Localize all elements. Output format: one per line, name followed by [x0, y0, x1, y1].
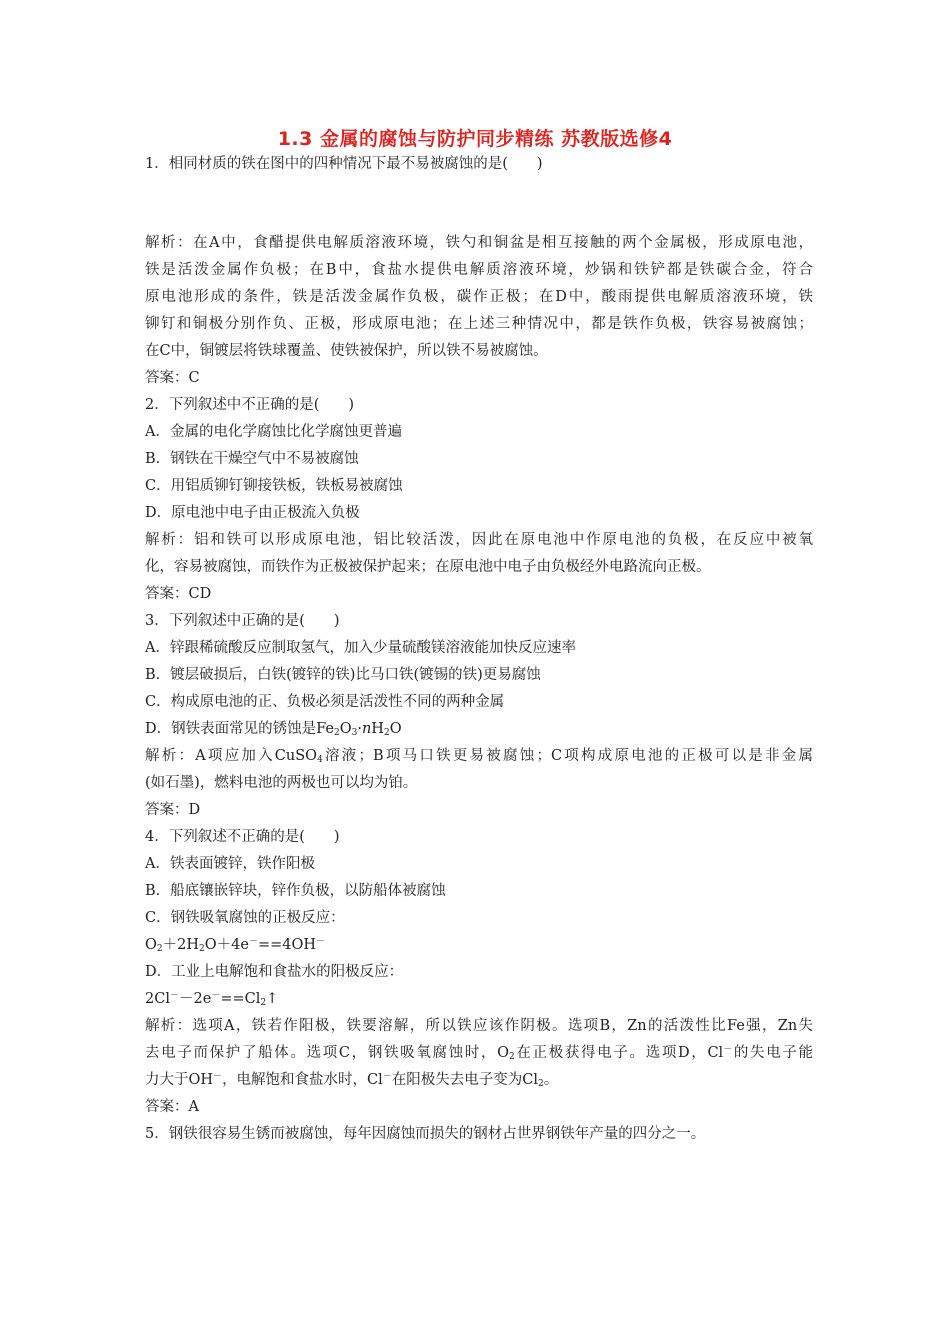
- text-line: 3．下列叙述中正确的是( ): [145, 613, 340, 629]
- text-line: D．工业上电解饱和食盐水的阳极反应：: [145, 964, 404, 980]
- text-line: (如石墨)，燃料电池的两极也可以均为铂。: [145, 775, 418, 791]
- text-line: 解析：A项应加入CuSO$_4$溶液；B项马口铁更易被腐蚀；C项构成原电池的正极可以是非金属: [145, 748, 814, 765]
- text-line: 答案：A: [145, 1099, 199, 1115]
- text-line: 答案：CD: [145, 586, 212, 602]
- text-line: 铆钉和铜极分别作负、正极，形成原电池；在上述三种情况中，都是铁作负极，铁容易被腐蚀；: [145, 316, 813, 332]
- text-line: C．钢铁吸氧腐蚀的正极反应：: [145, 910, 345, 926]
- text-line: 铁是活泼金属作负极；在B中，食盐水提供电解质溶液环境，炒锅和铁铲都是铁碳合金，符合: [145, 262, 813, 278]
- text-line: 1．相同材质的铁在图中的四种情况下最不易被腐蚀的是( ): [145, 156, 543, 172]
- text-line: A．锌跟稀硫酸反应制取氢气，加入少量硫酸镁溶液能加快反应速率: [145, 640, 576, 656]
- text-line: 解析：铝和铁可以形成原电池，铝比较活泼，因此在原电池中作原电池的负极，在反应中被氧: [145, 532, 813, 548]
- text-line: B．镀层破损后，白铁(镀锌的铁)比马口铁(镀锡的铁)更易腐蚀: [145, 667, 541, 683]
- text-line: 原电池形成的条件，铁是活泼金属作负极，碳作正极；在D中，酸雨提供电解质溶液环境，铁: [145, 289, 813, 305]
- text-line: 化，容易被腐蚀，而铁作为正极被保护起来；在原电池中电子由负极经外电路流向正极。: [145, 559, 711, 575]
- text-line: D．钢铁表面常见的锈蚀是$Fe_2O_3\cdot nH_2O$: [145, 721, 402, 738]
- text-line: 4．下列叙述不正确的是( ): [145, 829, 340, 845]
- text-line: B．钢铁在干燥空气中不易被腐蚀: [145, 451, 359, 467]
- text-line: 2．下列叙述中不正确的是( ): [145, 397, 355, 413]
- text-line: A．铁表面镀锌，铁作阳极: [145, 856, 315, 872]
- page-title: 1.3 金属的腐蚀与防护同步精练 苏教版选修4: [277, 128, 673, 150]
- text-line: B．船底镶嵌锌块，锌作负极，以防船体被腐蚀: [145, 883, 446, 899]
- text-line: 解析：选项A，铁若作阳极，铁要溶解，所以铁应该作阴极。选项B，Zn的活泼性比Fe强，Zn失: [145, 1018, 813, 1034]
- text-line: $O_2+2H_2O+4e^-==4OH^-$: [145, 937, 326, 954]
- text-line: 解析：在A中，食醋提供电解质溶液环境，铁勺和铜盆是相互接触的两个金属极，形成原电池，: [145, 235, 813, 251]
- text-line: 力大于OH－，电解饱和食盐水时，Cl－在阳极失去电子变为$Cl_2$。: [145, 1072, 559, 1089]
- text-line: 答案：D: [145, 802, 201, 818]
- text-line: 在C中，铜镀层将铁球覆盖、使铁被保护，所以铁不易被腐蚀。: [145, 343, 548, 359]
- text-line: 去电子而保护了船体。选项C，钢铁吸氧腐蚀时，$O_2$在正极获得电子。选项D，Cl－的失电子能: [145, 1045, 814, 1062]
- text-line: A．金属的电化学腐蚀比化学腐蚀更普遍: [145, 424, 402, 440]
- text-line: 5．钢铁很容易生锈而被腐蚀，每年因腐蚀而损失的钢材占世界钢铁年产量的四分之一。: [145, 1126, 706, 1142]
- text-line: 答案：C: [145, 370, 200, 386]
- text-line: $2Cl^--2e^-==Cl_2↑$: [145, 991, 279, 1008]
- text-line: C．构成原电池的正、负极必须是活泼性不同的两种金属: [145, 694, 505, 710]
- text-line: D．原电池中电子由正极流入负极: [145, 505, 360, 521]
- text-line: C．用铝质铆钉铆接铁板，铁板易被腐蚀: [145, 478, 403, 494]
